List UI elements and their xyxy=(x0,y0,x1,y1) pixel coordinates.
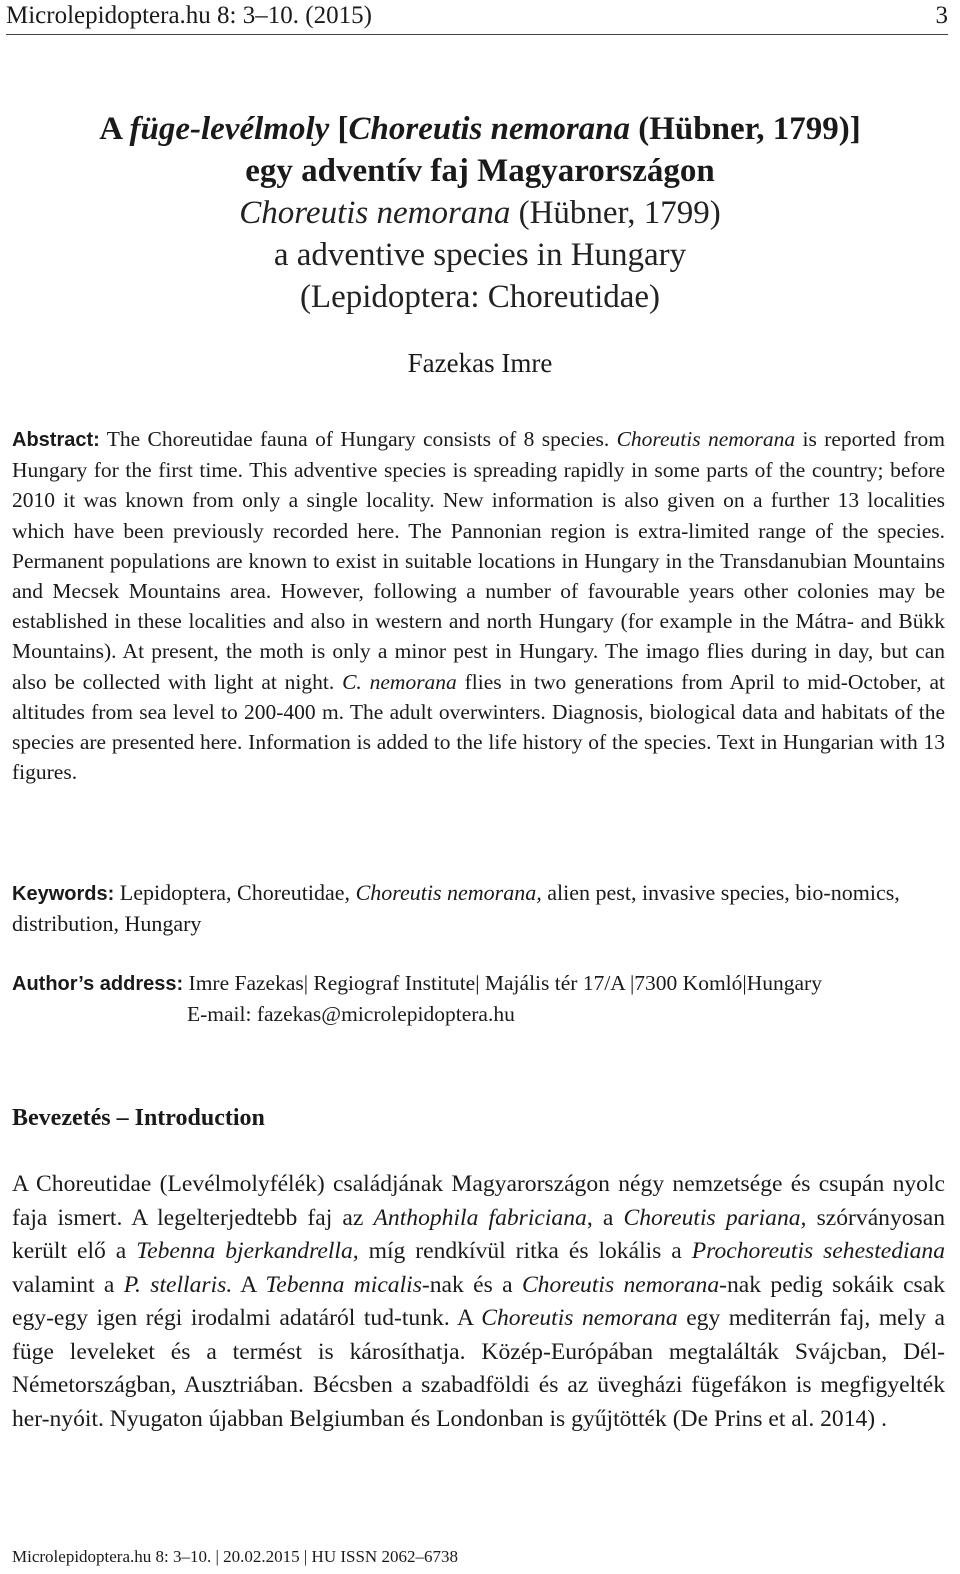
english-title-line3: (Lepidoptera: Choreutidae) xyxy=(299,279,661,315)
hungarian-title-line1: A füge-levélmoly [Choreutis nemorana (Hübner, 1799)] xyxy=(99,111,861,147)
title-block xyxy=(0,108,960,380)
keywords-label: Keywords: xyxy=(12,883,115,905)
author-address: Author’s address: Imre Fazekas| Regiograf Institute| Majális tér 17/A |7300 Komló|Hungary E-mail: fazekas@microlepidoptera.hu xyxy=(12,968,945,1029)
abstract-label: Abstract: xyxy=(12,429,100,451)
page-footer: Microlepidoptera.hu 8: 3–10. | 20.02.2015 | HU ISSN 2062–6738 xyxy=(12,1547,458,1566)
hungarian-title-line2: egy adventív faj Magyarországon xyxy=(245,153,715,189)
journal-citation: Microlepidoptera.hu 8: 3–10. (2015) xyxy=(6,2,372,29)
author-email: E-mail: fazekas@microlepidoptera.hu xyxy=(187,1002,515,1026)
section-heading: Bevezetés – Introduction xyxy=(12,1105,265,1131)
abstract: Abstract: The Choreutidae fauna of Hungary consists of 8 species. Choreutis nemorana is reported from Hungary for the first time. This adventive species is spreading rapidly in some parts of the country; before 2010 it was known from only a single locality. New information is also given on a further 13 localities which have been previously recorded here. The Pannonian region is extra-limited range of the species. Permanent populations are known to exist in suitable locations in Hungary in the Transdanubian Mountains and Mecsek Mountains area. However, following a number of favourable years other colonies may be established in these localities and also in western and north Hungary (for example in the Mátra- and Bükk Mountains). At present, the moth is only a minor pest in Hungary. The imago flies during in day, but can also be collected with light at night. C. nemorana flies in two generations from April to mid-October, at altitudes from sea level to 200-400 m. The adult overwinters. Diagnosis, biological data and habitats of the species are presented here. Information is added to the life history of the species. Text in Hungarian with 13 figures. xyxy=(12,427,945,785)
address-label: Author’s address: xyxy=(12,973,184,995)
running-header xyxy=(6,0,948,35)
intro-paragraph: A Choreutidae (Levélmolyfélék) családjának Magyarországon négy nemzetsége és csupán nyolc faja ismert. A legelterjedtebb faj az Anthophila fabriciana, a Choreutis pariana, szórványosan került elő a Tebenna bjerkandrella, míg rendkívül ritka és lokális a Prochoreutis sehestediana valamint a P. stellaris. A Tebenna micalis-nak és a Choreutis nemorana-nak pedig sokáik csak egy-egy igen régi irodalmi adatáról tud-tunk. A Choreutis nemorana egy mediterrán faj, mely a füge leveleket és a termést is károsíthatja. Közép-Európában megtalálták Svájcban, Dél-Németországban, Ausztriában. Bécsben a szabadföldi és az üvegházi fügefákon is megfigyelték her-nyóit. Nyugaton újabban Belgiumban és Londonban is gyűjtötték (De Prins et al. 2014) . xyxy=(12,1171,946,1432)
keywords: Keywords: Lepidoptera, Choreutidae, Choreutis nemorana, alien pest, invasive species, bio-nomics, distribution, Hungary xyxy=(12,880,900,936)
page-number: 3 xyxy=(935,2,948,29)
english-title-line2: a adventive species in Hungary xyxy=(273,237,687,273)
author-name: Fazekas Imre xyxy=(407,348,553,378)
english-title-line1: Choreutis nemorana (Hübner, 1799) xyxy=(239,195,721,231)
